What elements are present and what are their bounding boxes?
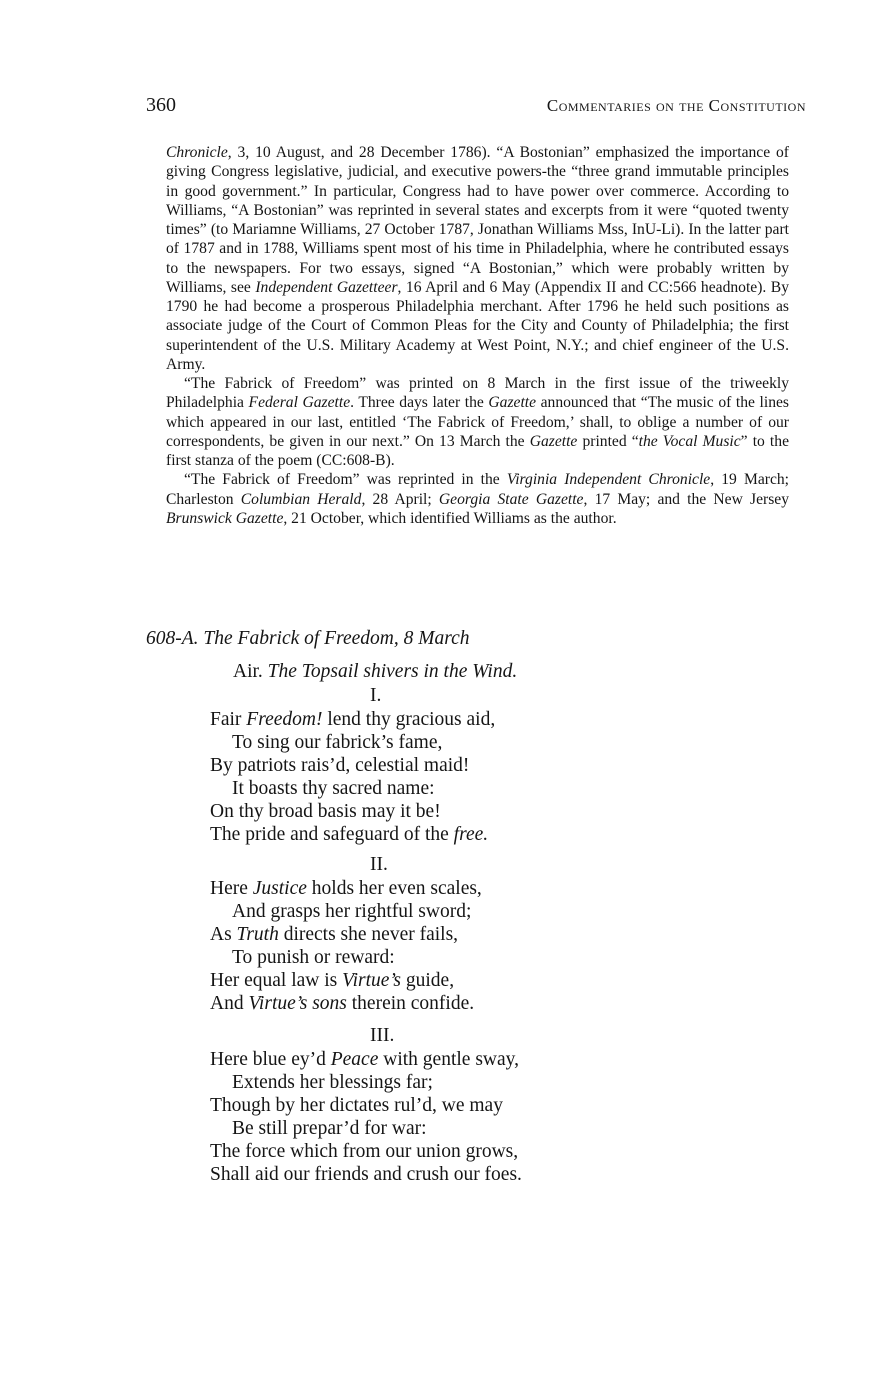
italic-text: Chronicle — [166, 144, 228, 161]
stanza-number: II. — [370, 854, 388, 875]
italic-text: Independent Gazetteer — [255, 278, 398, 296]
italic-text: the Vocal Music — [638, 432, 741, 450]
poem-line: Fair Freedom! lend thy gracious aid, — [210, 709, 496, 730]
poem-line: Here Justice holds her even scales, — [210, 878, 482, 899]
italic-text: Gazette — [529, 432, 578, 450]
poem-line: And Virtue’s sons therein confide. — [210, 993, 475, 1014]
stanza-number: I. — [370, 685, 382, 706]
poem-line: And grasps her rightful sword; — [232, 901, 472, 922]
poem-line: The pride and safeguard of the free. — [210, 824, 489, 845]
poem-line: Extends her blessings far; — [232, 1072, 433, 1093]
headnote-text — [166, 143, 789, 528]
poem-line: To sing our fabrick’s fame, — [232, 732, 443, 753]
italic-text: Gazette — [488, 394, 537, 412]
poem-line: Here blue ey’d Peace with gentle sway, — [210, 1049, 519, 1070]
page-number: 360 — [146, 94, 176, 116]
italic-text: The Topsail shivers in the Wind. — [267, 661, 518, 682]
stanza-number: III. — [370, 1025, 395, 1046]
poem-line: Shall aid our friends and crush our foes. — [210, 1164, 522, 1185]
italic-text: Brunswick Gazette — [166, 509, 284, 527]
poem-line: It boasts thy sacred name: — [232, 778, 435, 799]
poem-line: By patriots rais’d, celestial maid! — [210, 755, 470, 776]
poem-line: To punish or reward: — [232, 947, 395, 968]
italic-text: Virginia Independent Chronicle — [506, 471, 711, 489]
running-head: Commentaries on the Constitution — [546, 96, 806, 115]
page-header — [146, 94, 806, 120]
poem-line: As Truth directs she never fails, — [210, 924, 459, 945]
headnote-paragraph: “The Fabrick of Freedom” was reprinted in the Virginia Independent Chronicle, 19 March; Charleston Columbian Herald, 28 April; Georgia State Gazette, 17 May; and the New Jersey Brunswick Gazette, 21 October, which identified Williams as the author. — [166, 471, 789, 527]
poem-line: Though by her dictates rul’d, we may — [210, 1095, 503, 1116]
poem-line: On thy broad basis may it be! — [210, 801, 441, 822]
italic-text: Columbian Herald — [240, 490, 362, 508]
poem-line: Her equal law is Virtue’s guide, — [210, 970, 455, 991]
poem-air: Air. The Topsail shivers in the Wind. — [233, 661, 518, 682]
italic-text: Georgia State Gazette — [438, 490, 584, 508]
headnote-paragraph: Chronicle, 3, 10 August, and 28 December 1786). “A Bostonian” emphasized the importance of giving Congress legislative, judicial, and executive powers-the “three grand immutable principles in good government.” In particular, Congress had to have power over commerce. According to Williams, “A Bostonian” was reprinted in several states and excerpts from it were “quoted twenty times” (to Mariamne Williams, 27 October 1787, Jonathan Williams Mss, InU-Li). In the latter part of 1787 and in 1788, Williams spent most of his time in Philadelphia, where he contributed essays to the newspapers. For two essays, signed “A Bostonian,” which were probably written by Williams, see Independent Gazetteer, 16 April and 6 May (Appendix II and CC:566 headnote). By 1790 he had become a prosperous Philadelphia merchant. After 1796 he held such positions as associate judge of the Court of Common Pleas for the City and County of Philadelphia; the first superintendent of the U.S. Military Academy at West Point, N.Y.; and chief engineer of the U.S. Army. — [166, 144, 789, 373]
poem-line: Be still prepar’d for war: — [232, 1118, 427, 1139]
italic-text: Federal Gazette — [248, 394, 351, 412]
headnote-paragraph: “The Fabrick of Freedom” was printed on 8 March in the first issue of the triweekly Philadelphia Federal Gazette. Three days later the Gazette announced that “The music of the lines which appeared in our last, entitled ‘The Fabrick of Freedom,’ shall, to oblige a number of our correspondents, be given in our next.” On 13 March the Gazette printed “the Vocal Music” to the first stanza of the poem (CC:608-B). — [166, 375, 789, 469]
poem-line: The force which from our union grows, — [210, 1141, 519, 1162]
section-title: 608-A. The Fabrick of Freedom, 8 March — [146, 628, 470, 649]
